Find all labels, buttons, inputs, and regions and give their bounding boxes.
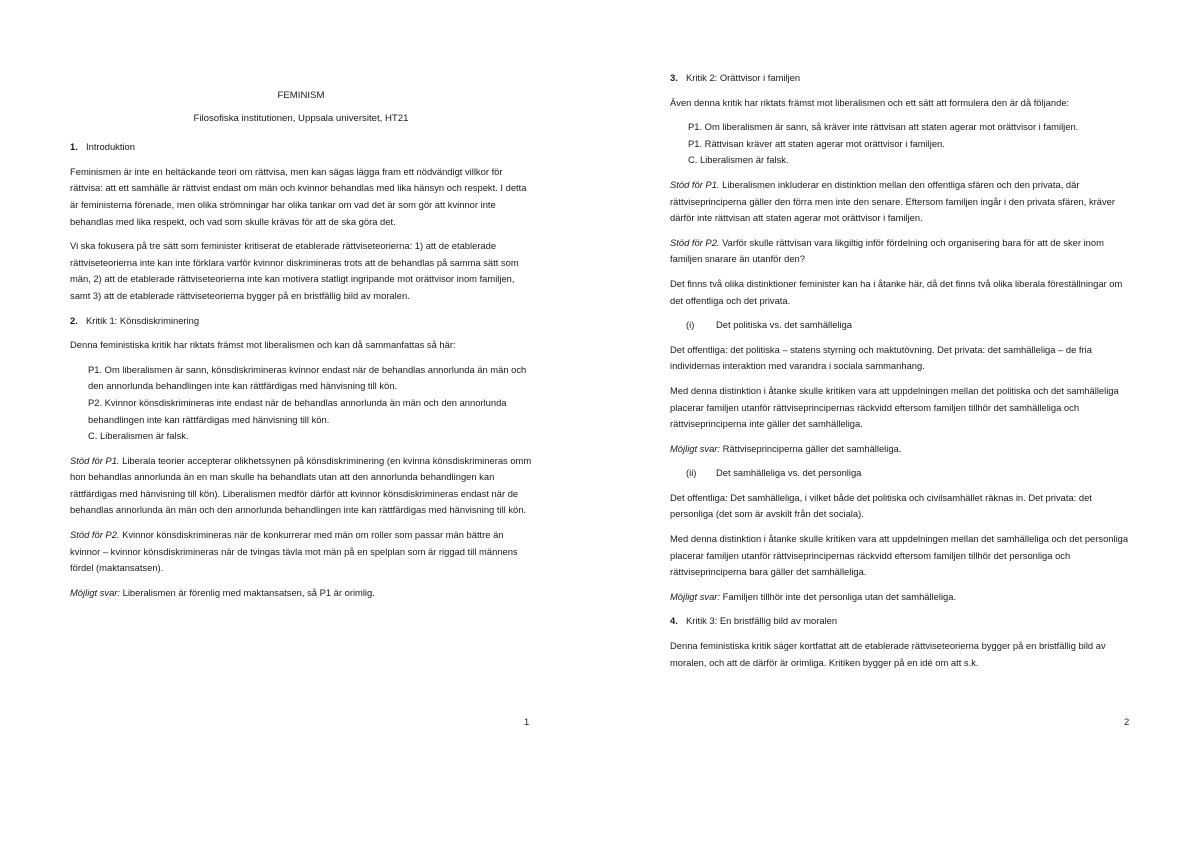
page-2-content xyxy=(670,70,1132,679)
section-heading-1 xyxy=(70,139,532,156)
premise-item: P2. Kvinnor könsdiskrimineras inte endast när de behandlas annorlunda än män och den annorlunda behandlingen inte kan rättfärdigas med hänvisning till kön. xyxy=(88,396,507,425)
premise-list xyxy=(688,119,1132,169)
premise-item: P1. Om liberalismen är sann, könsdiskrimineras kvinnor endast när de behandlas annorlunda än män och den annorlunda behandlingen inte kan rättfärdigas med hänvisning till kön. xyxy=(88,363,527,392)
answer-text: Familjen tillhör inte det personliga utan det samhälleliga. xyxy=(720,590,957,602)
support-label: Stöd för P2. xyxy=(70,529,120,541)
subsection-heading-ii xyxy=(670,465,1132,482)
page-1-content xyxy=(70,70,532,609)
section-heading-2 xyxy=(70,313,532,330)
section-number: 3. xyxy=(670,72,678,83)
paragraph: Det finns två olika distinktioner feminister kan ha i åtanke här, då det finns två olika liberala föreställningar om det offentliga och det privata. xyxy=(670,277,1123,306)
paragraph: Denna feministiska kritik har riktats främst mot liberalismen och kan då sammanfattas så här: xyxy=(70,339,456,351)
answer-label: Möjligt svar: xyxy=(70,586,121,598)
paragraph: Med denna distinktion i åtanke skulle kritiken vara att uppdelningen mellan det politiska och det samhälleliga placerar familjen utanför rättviseprincipernas räckvidd eftersom familjen tillhör det samhälleliga och rättviseprinciperna inte gäller det samhälleliga. xyxy=(670,384,1119,430)
section-title: Kritik 2: Orättvisor i familjen xyxy=(686,72,801,83)
subsection-number: (i) xyxy=(686,319,695,331)
section-number: 2. xyxy=(70,314,78,326)
subsection-title: Det samhälleliga vs. det personliga xyxy=(716,467,862,479)
support-label: Stöd för P1. xyxy=(670,178,720,190)
section-title: Kritik 1: Könsdiskriminering xyxy=(86,314,200,326)
subsection-heading-i xyxy=(670,317,1132,334)
paragraph: Det offentliga: det politiska – statens styrning och maktutövning. Det privata: det samhälleliga – de fria individernas interaktion med varandra i sociala sammanhang. xyxy=(670,343,1092,372)
support-text: Liberala teorier accepterar olikhetssynen på könsdiskriminering (en kvinna könsdiskrimineras omm hon behandlas annorlunda än en man skulle ha behandlats utan att den annorlunda behandlingen kan rättfärdigas med hänvisning till kön). Liberalismen medför därför att kvinnor könsdiskrimineras endast när de behandlas annorlunda än män och den annorlunda behandlingen inte kan rättfärdigas med hänvisning till kön. xyxy=(70,454,532,516)
paragraph: Även denna kritik har riktats främst mot liberalismen och ett sätt att formulera den är då följande: xyxy=(670,96,1070,108)
support-label: Stöd för P2. xyxy=(670,236,720,248)
document-title: FEMINISM xyxy=(277,90,325,101)
paragraph: Feminismen är inte en heltäckande teori om rättvisa, men kan sägas lägga fram ett nödvändigt villkor för rättvisa: att ett samhälle är rättvist endast om män och kvinnor behandlas med lika hänsyn och respekt. I detta är feministerna förenade, men olika strömningar har olika tankar om vad det är som gör att kvinnor inte behandlas med lika respekt, och vad som skulle krävas för att de ska göra det. xyxy=(70,165,527,227)
support-paragraph xyxy=(70,453,532,519)
support-text: Liberalismen inkluderar en distinktion mellan den offentliga sfären och den privata, där rättviseprinciperna gäller den förra men inte den senare. Eftersom familjen ingår i den privata sfären, kräver därför inte rättvisan att staten agerar mot orättvisor i familjen. xyxy=(670,178,1116,224)
section-title: Kritik 3: En bristfällig bild av moralen xyxy=(686,615,838,627)
document-subtitle: Filosofiska institutionen, Uppsala universitet, HT21 xyxy=(193,112,409,124)
section-heading-3 xyxy=(670,70,1132,87)
possible-answer xyxy=(670,589,1132,606)
paragraph: Denna feministiska kritik säger kortfattat att de etablerade rättviseteorierna bygger på en bristfällig bild av moralen, och att de därför är orimliga. Kritiken bygger på en idé om att s.k. xyxy=(670,640,1106,668)
section-number: 4. xyxy=(670,615,678,627)
answer-label: Möjligt svar: xyxy=(670,590,721,602)
subsection-number: (ii) xyxy=(686,467,697,479)
paragraph: Med denna distinktion i åtanke skulle kritiken vara att uppdelningen mellan det samhälleliga och det personliga placerar familjen utanför rättviseprincipernas räckvidd eftersom familjen tillhör det personliga och rättviseprinciperna bara gäller det samhälleliga. xyxy=(670,533,1129,578)
page-2 xyxy=(600,0,1200,849)
possible-answer xyxy=(70,585,532,602)
answer-label: Möjligt svar: xyxy=(670,442,721,454)
section-title: Introduktion xyxy=(86,141,135,153)
support-text: Varför skulle rättvisan vara likgiltig inför fördelning och organisering bara för att de sker inom familjen snarare än utanför den? xyxy=(670,236,1104,265)
page-number: 1 xyxy=(524,716,530,727)
answer-text: Liberalismen är förenlig med maktansatsen, så P1 är orimlig. xyxy=(120,586,375,598)
paragraph: Vi ska fokusera på tre sätt som feminister kritiserat de etablerade rättviseteorierna: 1) att de etablerade rättviseteorierna inte kan inte förklara varför kvinnor diskrimineras trots att de behandlas på samma sätt som män, 2) att de etablerade rättviseteorierna inte kan motivera statligt ingripande mot orättvisor inom familjen, samt 3) att de etablerade rättviseteorierna bygger på en bristfällig bild av moralen. xyxy=(70,240,519,301)
premise-item: P1. Rättvisan kräver att staten agerar mot orättvisor i familjen. xyxy=(688,137,945,149)
premise-list xyxy=(88,362,532,445)
possible-answer xyxy=(670,441,1132,458)
support-paragraph xyxy=(670,235,1132,268)
section-heading-4 xyxy=(670,613,1132,630)
support-paragraph xyxy=(70,527,532,577)
premise-item: C. Liberalismen är falsk. xyxy=(88,430,189,442)
page-number: 2 xyxy=(1124,716,1130,727)
subsection-title: Det politiska vs. det samhälleliga xyxy=(716,319,853,331)
answer-text: Rättviseprinciperna gäller det samhälleliga. xyxy=(720,442,902,454)
premise-item: P1. Om liberalismen är sann, så kräver inte rättvisan att staten agerar mot orättvisor i familjen. xyxy=(688,121,1079,133)
support-text: Kvinnor könsdiskrimineras när de konkurrerar med män om roller som passar män bättre än kvinnor – kvinnor könsdiskrimineras när de tvingas tävla mot män på en spelplan som är riggad till männens fördel (maktansatsen). xyxy=(70,529,518,574)
support-paragraph xyxy=(670,177,1132,227)
premise-item: C. Liberalismen är falsk. xyxy=(688,154,789,166)
support-label: Stöd för P1. xyxy=(70,454,120,466)
paragraph: Det offentliga: Det samhälleliga, i vilket både det politiska och civilsamhället räknas in. Det privata: det personliga (det som är avskilt från det sociala). xyxy=(670,491,1092,520)
section-number: 1. xyxy=(70,141,78,153)
